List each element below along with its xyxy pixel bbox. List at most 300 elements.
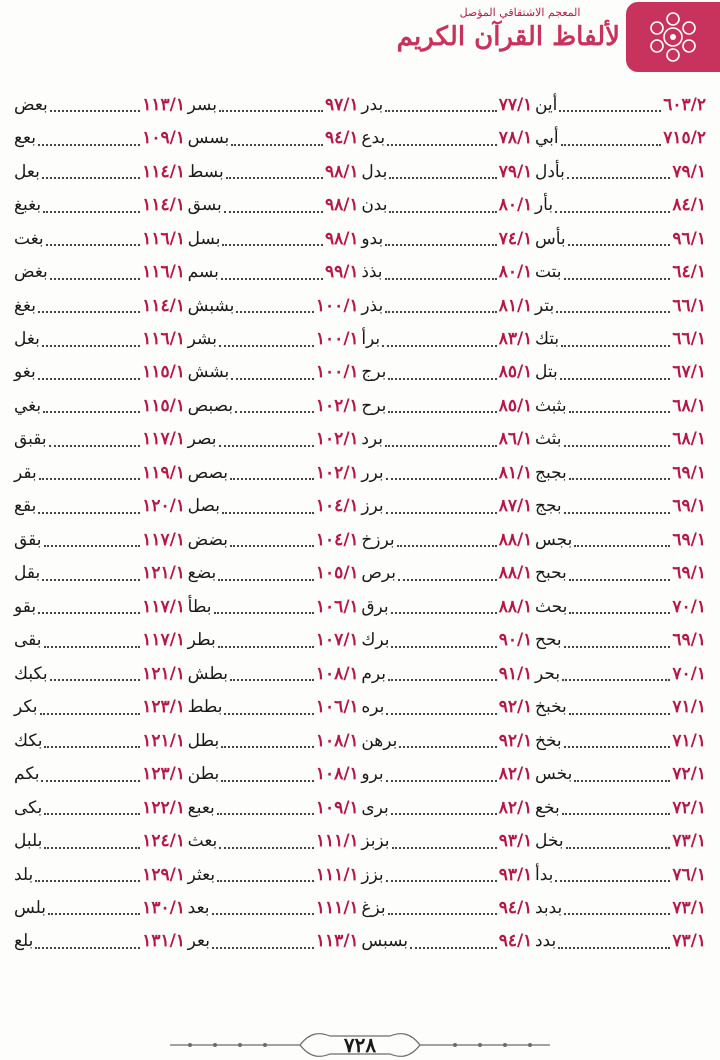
page-reference: ١٢٢/١ (142, 797, 185, 818)
index-entry (361, 590, 532, 623)
root-word: بغبغ (14, 195, 42, 216)
page-reference: ٦٩/١ (672, 462, 706, 483)
root-word: بقل (14, 563, 41, 584)
dot-leader (392, 830, 497, 849)
root-word: بقع (14, 496, 37, 517)
index-entry (535, 925, 706, 958)
root-word: برى (361, 797, 389, 818)
root-word: بكك (14, 730, 43, 751)
root-word: برق (361, 596, 389, 617)
root-word: بذذ (361, 262, 383, 283)
page-reference: ١١٤/١ (142, 195, 185, 216)
page-reference: ٨٨/١ (498, 563, 533, 584)
root-word: أبي (534, 128, 559, 149)
index-entry (188, 791, 359, 824)
page-reference: ١١٣/١ (315, 931, 359, 952)
page-reference: ١٠٢/١ (315, 395, 359, 416)
page-reference: ٧٨/١ (498, 128, 533, 149)
index-entry (535, 356, 706, 389)
page-reference: ١٠٧/١ (315, 630, 359, 651)
page-reference: ٩٧/١ (325, 94, 359, 115)
page-reference: ٩٣/١ (498, 864, 533, 885)
dot-leader (556, 294, 670, 313)
page-reference: ١٠٨/١ (315, 663, 359, 684)
root-word: بخخ (534, 730, 562, 751)
index-entry (361, 824, 532, 857)
root-word: بسل (187, 228, 221, 249)
dot-leader (219, 830, 314, 849)
root-word: بعثر (187, 864, 216, 885)
page-reference: ١٠٩/١ (315, 797, 359, 818)
index-entry (361, 155, 532, 188)
root-word: بدبد (534, 897, 563, 918)
root-word: بقو (14, 596, 37, 617)
index-entry (535, 824, 706, 857)
page-reference: ١٢٤/١ (142, 831, 185, 852)
page-reference: ١٢١/١ (142, 563, 185, 584)
root-word: بدأ (534, 864, 554, 885)
page-reference: ٨٨/١ (498, 596, 533, 617)
dot-leader (385, 93, 497, 112)
index-entry (361, 925, 532, 958)
page-reference: ١٢٣/١ (142, 764, 185, 785)
book-subtitle: المعجم الاشتقاقي المؤصل (459, 6, 581, 19)
page-reference: ٧٠/١ (672, 596, 706, 617)
index-entry (14, 724, 185, 757)
index-entry (14, 557, 185, 590)
page-reference: ٧٣/١ (672, 897, 706, 918)
index-entry (14, 423, 185, 456)
page-reference: ٧٩/١ (672, 161, 706, 182)
root-word: بحح (534, 630, 562, 651)
dot-leader (41, 763, 140, 782)
root-word: بتر (534, 295, 555, 316)
dot-leader (564, 261, 671, 280)
dot-leader (388, 361, 496, 380)
index-entry (14, 255, 185, 288)
index-entry (188, 490, 359, 523)
dot-leader (44, 629, 141, 648)
root-word: بأر (534, 195, 554, 216)
index-entry (188, 557, 359, 590)
page-reference: ٧١/١ (672, 697, 706, 718)
page-reference: ٩٠/١ (498, 630, 533, 651)
root-word: بسس (187, 128, 230, 149)
root-word: برص (361, 563, 396, 584)
root-word: بغغ (14, 295, 36, 316)
dot-leader (386, 696, 496, 715)
page-reference: ٦٨/١ (672, 395, 706, 416)
root-word: برز (361, 496, 384, 517)
index-entry (188, 824, 359, 857)
index-entry (14, 624, 185, 657)
root-word: بكر (14, 697, 38, 718)
page-reference: ٦٨/١ (672, 429, 706, 450)
dot-leader (569, 595, 670, 614)
dot-leader (231, 127, 323, 146)
index-entry (535, 188, 706, 221)
root-word: بشش (187, 362, 230, 383)
root-word: بقبق (14, 429, 47, 450)
dot-leader (387, 127, 497, 146)
index-entry (14, 490, 185, 523)
root-word: بعض (14, 94, 48, 115)
dot-leader (386, 763, 497, 782)
dot-leader (35, 930, 140, 949)
index-entry (361, 222, 532, 255)
page-reference: ٩١/١ (498, 663, 533, 684)
index-entry (188, 590, 359, 623)
dot-leader (236, 294, 314, 313)
page-reference: ٩٢/١ (498, 697, 533, 718)
index-entry (361, 389, 532, 422)
index-entry (361, 490, 532, 523)
page-reference: ٧٩/١ (498, 161, 533, 182)
root-word: بغو (14, 362, 36, 383)
index-entry (14, 389, 185, 422)
index-entry (361, 88, 532, 121)
root-word: بأدل (534, 161, 565, 182)
dot-leader (386, 461, 497, 480)
root-word: بسم (187, 262, 219, 283)
index-entry (14, 590, 185, 623)
index-entry (361, 188, 532, 221)
root-word: بطش (187, 663, 229, 684)
dot-leader (230, 662, 314, 681)
dot-leader (42, 562, 140, 581)
dot-leader (38, 127, 140, 146)
root-word: بقى (14, 630, 42, 651)
root-word: بطل (187, 730, 220, 751)
page-reference: ١١١/١ (315, 864, 359, 885)
dot-leader (218, 562, 314, 581)
page-reference: ٨١/١ (498, 462, 533, 483)
star-ornament-icon (638, 6, 708, 68)
root-word: بغض (14, 262, 48, 283)
index-entry (14, 456, 185, 489)
index-entry (14, 925, 185, 958)
page-reference: ١٢١/١ (142, 663, 185, 684)
dot-leader (564, 629, 671, 648)
root-word: بصر (187, 429, 217, 450)
index-entry (361, 523, 532, 556)
page-reference: ٩٨/١ (325, 195, 359, 216)
dot-leader (38, 361, 141, 380)
dot-leader (226, 160, 323, 179)
dot-leader (38, 495, 140, 514)
dot-leader (574, 763, 670, 782)
page-reference: ١٢٠/١ (142, 496, 185, 517)
dot-leader (219, 93, 323, 112)
book-title: لألفاظ القرآن الكريم (396, 22, 620, 52)
page-reference: ٨٠/١ (498, 262, 533, 283)
page-reference: ٩٤/١ (498, 897, 533, 918)
dot-leader (564, 729, 671, 748)
dot-leader (42, 328, 140, 347)
page-reference: ٩٤/١ (498, 931, 533, 952)
page-reference: ١٠٢/١ (315, 429, 359, 450)
dot-leader (398, 562, 497, 581)
dot-leader (49, 428, 141, 447)
index-entry (361, 791, 532, 824)
index-entry (188, 925, 359, 958)
root-word: بدع (361, 128, 386, 149)
dot-leader (385, 428, 497, 447)
root-word: بقق (14, 529, 42, 550)
index-entry (188, 891, 359, 924)
index-entry (188, 322, 359, 355)
page-reference: ١٣١/١ (142, 931, 185, 952)
index-entry (535, 322, 706, 355)
dot-leader (562, 796, 671, 815)
page-reference: ٧١٥/٢ (663, 128, 706, 149)
dot-leader (230, 528, 314, 547)
index-entry (535, 657, 706, 690)
index-entry (361, 255, 532, 288)
page-reference: ١٠٦/١ (315, 697, 359, 718)
index-entry (535, 456, 706, 489)
index-entry (535, 88, 706, 121)
root-word: برو (361, 764, 384, 785)
dot-leader (560, 361, 671, 380)
dot-leader (569, 394, 671, 413)
index-entry (535, 858, 706, 891)
page-reference: ٦٧/١ (672, 362, 706, 383)
index-entry (361, 624, 532, 657)
root-word: برح (361, 395, 387, 416)
root-word: بتت (534, 262, 562, 283)
root-word: بسق (187, 195, 222, 216)
index-entry (535, 490, 706, 523)
dot-leader (564, 896, 670, 915)
dot-leader (40, 696, 141, 715)
index-entry (14, 322, 185, 355)
dot-leader (385, 261, 497, 280)
index-entry (14, 188, 185, 221)
index-entry (188, 456, 359, 489)
index-entry (535, 155, 706, 188)
index-entry (14, 289, 185, 322)
dot-leader (564, 428, 671, 447)
page-reference: ٦٤/١ (672, 262, 706, 283)
dot-leader (388, 394, 496, 413)
index-entry (188, 624, 359, 657)
root-word: بلبل (14, 831, 43, 852)
page-reference: ٩٦/١ (672, 228, 706, 249)
root-word: بتك (534, 329, 560, 350)
page-reference: ١١٧/١ (142, 429, 185, 450)
root-word: بعبع (187, 797, 215, 818)
page-reference: ١١٤/١ (142, 161, 185, 182)
index-column (535, 88, 706, 958)
page-reference: ٧٦/١ (672, 864, 706, 885)
page-reference: ٨١/١ (498, 295, 533, 316)
dot-leader (43, 394, 140, 413)
dot-leader (559, 93, 661, 112)
page-footer (0, 1030, 720, 1060)
dot-leader (44, 729, 140, 748)
ornament-logo (626, 2, 720, 72)
root-word: بضض (187, 529, 228, 550)
page-reference: ١١١/١ (315, 831, 359, 852)
index-entry (188, 188, 359, 221)
index-entry (14, 121, 185, 154)
index-entry (535, 724, 706, 757)
page-reference: ١٠٨/١ (315, 764, 359, 785)
dot-leader (391, 595, 497, 614)
root-word: بعد (187, 897, 210, 918)
root-word: بطأ (187, 596, 212, 617)
root-word: برم (361, 663, 386, 684)
root-word: بخبخ (534, 697, 567, 718)
root-word: بسط (187, 161, 224, 182)
dot-leader (214, 595, 314, 614)
page-reference: ٨٥/١ (498, 362, 533, 383)
index-entry (535, 289, 706, 322)
index-entry (361, 423, 532, 456)
index-entry (14, 523, 185, 556)
dot-leader (388, 662, 497, 681)
root-word: بسبس (361, 931, 409, 952)
root-word: بخس (534, 764, 573, 785)
index-column (14, 88, 185, 958)
index-entry (361, 858, 532, 891)
page-reference: ٩٨/١ (325, 228, 359, 249)
index-entry (535, 557, 706, 590)
dot-leader (42, 160, 140, 179)
page-reference: ١١٧/١ (142, 630, 185, 651)
root-word: بعث (187, 831, 218, 852)
page-number: ٧٢٨ (343, 1033, 377, 1057)
dot-leader (235, 394, 314, 413)
dot-leader (382, 328, 497, 347)
page-reference: ٩٢/١ (498, 730, 533, 751)
page-reference: ٧٧/١ (498, 94, 533, 115)
page-reference: ١١٦/١ (142, 228, 185, 249)
dot-leader (217, 796, 314, 815)
index-entry (535, 255, 706, 288)
dot-leader (562, 662, 670, 681)
index-entry (188, 88, 359, 121)
dot-leader (569, 562, 671, 581)
index-entry (14, 858, 185, 891)
page-reference: ١١٧/١ (142, 596, 185, 617)
root-word: برر (361, 462, 384, 483)
dot-leader (391, 796, 497, 815)
dot-leader (569, 696, 671, 715)
page-reference: ١١٥/١ (142, 362, 185, 383)
index-entry (361, 657, 532, 690)
index-entry (535, 523, 706, 556)
root-word: بقر (14, 462, 37, 483)
dot-leader (386, 863, 497, 882)
root-word: بغت (14, 228, 44, 249)
page-reference: ١٠٨/١ (315, 730, 359, 751)
page-reference: ٦٩/١ (672, 630, 706, 651)
page-reference: ٦٩/١ (672, 529, 706, 550)
root-word: بحبح (534, 563, 567, 584)
root-word: بعل (14, 161, 40, 182)
page-reference: ٨٠/١ (498, 195, 533, 216)
root-word: بصل (187, 496, 221, 517)
dot-leader (386, 495, 497, 514)
root-word: بعر (187, 931, 210, 952)
dot-leader (50, 261, 141, 280)
root-word: برهن (361, 730, 398, 751)
dot-leader (399, 729, 496, 748)
dot-leader (385, 227, 497, 246)
page-reference: ٨٥/١ (498, 395, 533, 416)
root-word: بجج (534, 496, 562, 517)
index-entry (188, 155, 359, 188)
root-word: بصبص (187, 395, 234, 416)
root-word: بكم (14, 764, 40, 785)
page-reference: ٦٦/١ (672, 329, 706, 350)
root-word: بره (361, 697, 385, 718)
page-reference: ٧٣/١ (672, 831, 706, 852)
dot-leader (391, 629, 496, 648)
root-word: بلع (14, 931, 34, 952)
root-word: برد (361, 429, 383, 450)
page-reference: ١١٦/١ (142, 329, 185, 350)
dot-leader (388, 896, 497, 915)
index-entry (14, 88, 185, 121)
page-reference: ٨٦/١ (498, 429, 533, 450)
page-reference: ١٠٠/١ (315, 362, 359, 383)
page-reference: ١٠٤/١ (315, 529, 359, 550)
page-reference: ٦٠٣/٢ (663, 94, 706, 115)
index-entry (535, 389, 706, 422)
page-reference: ٨٣/١ (498, 329, 533, 350)
dot-leader (46, 227, 141, 246)
index-entry (361, 891, 532, 924)
index-entry (188, 690, 359, 723)
page-reference: ٨٤/١ (672, 195, 706, 216)
index-entry (535, 624, 706, 657)
index-entry (14, 690, 185, 723)
dot-leader (48, 896, 140, 915)
index-entry (188, 858, 359, 891)
index-entry (535, 757, 706, 790)
dot-leader (38, 294, 140, 313)
page-reference: ١١٣/١ (142, 94, 185, 115)
root-word: بذر (361, 295, 384, 316)
page-reference: ١٢٣/١ (142, 697, 185, 718)
root-word: بزز (361, 864, 384, 885)
index-entry (188, 255, 359, 288)
page-reference: ٩٣/١ (498, 831, 533, 852)
root-word: بأس (534, 228, 566, 249)
dot-leader (389, 194, 496, 213)
book-title-block (396, 6, 620, 54)
index-column (188, 88, 359, 958)
root-word: بكى (14, 797, 43, 818)
page-reference: ٦٩/١ (672, 563, 706, 584)
dot-leader (568, 227, 671, 246)
page-reference: ٧٢/١ (672, 764, 706, 785)
index-entry (14, 824, 185, 857)
dot-leader (574, 528, 670, 547)
index-entry (535, 590, 706, 623)
page-reference: ٧٤/١ (498, 228, 533, 249)
dot-leader (558, 930, 670, 949)
index-entry (361, 757, 532, 790)
root-word: بعع (14, 128, 36, 149)
page-reference: ١٠٩/١ (142, 128, 185, 149)
dot-leader (569, 461, 671, 480)
root-word: بزبز (361, 831, 390, 852)
index-entry (535, 891, 706, 924)
